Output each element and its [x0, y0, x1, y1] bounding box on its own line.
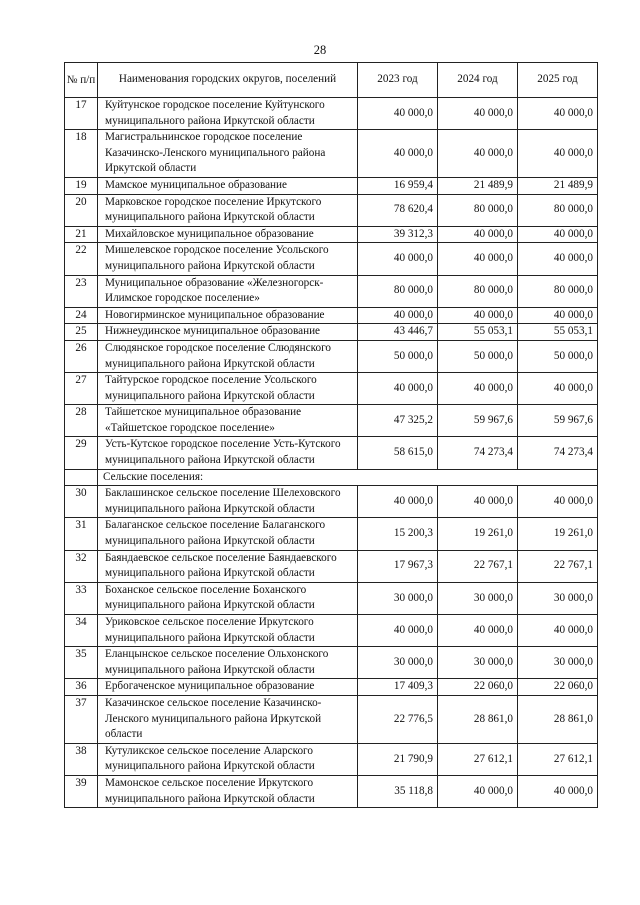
row-name: Баяндаевское сельское поселение Баяндаевского муниципального района Иркутской области: [98, 550, 358, 582]
allocation-table: [64, 62, 598, 808]
value-2025: 19 261,0: [518, 518, 598, 550]
row-name: Куйтунское городское поселение Куйтунского муниципального района Иркутской области: [98, 98, 358, 130]
value-2025: 40 000,0: [518, 775, 598, 807]
row-number: 26: [65, 340, 98, 372]
value-2025: 30 000,0: [518, 647, 598, 679]
row-number: 18: [65, 130, 98, 178]
value-2023: 80 000,0: [358, 275, 438, 307]
table-row: [65, 679, 598, 696]
table-row: [65, 98, 598, 130]
value-2024: 19 261,0: [438, 518, 518, 550]
table-row: [65, 324, 598, 341]
value-2024: 40 000,0: [438, 226, 518, 243]
row-name: Уриковское сельское поселение Иркутского муниципального района Иркутской области: [98, 615, 358, 647]
value-2025: 55 053,1: [518, 324, 598, 341]
section-label: Сельские поселения:: [98, 469, 598, 486]
value-2023: 58 615,0: [358, 437, 438, 469]
value-2024: 40 000,0: [438, 775, 518, 807]
row-name: Балаганское сельское поселение Балаганского муниципального района Иркутской области: [98, 518, 358, 550]
section-row: [65, 469, 598, 486]
section-num-cell: [65, 469, 98, 486]
table-row: [65, 243, 598, 275]
row-number: 31: [65, 518, 98, 550]
table-row: [65, 226, 598, 243]
value-2024: 22 060,0: [438, 679, 518, 696]
row-number: 21: [65, 226, 98, 243]
row-number: 19: [65, 177, 98, 194]
header-number: № п/п: [65, 63, 98, 98]
value-2024: 40 000,0: [438, 615, 518, 647]
header-2023: 2023 год: [358, 63, 438, 98]
row-number: 37: [65, 695, 98, 743]
value-2023: 39 312,3: [358, 226, 438, 243]
table-row: [65, 518, 598, 550]
value-2023: 30 000,0: [358, 647, 438, 679]
table-row: [65, 194, 598, 226]
row-name: Мишелевское городское поселение Усольского муниципального района Иркутской области: [98, 243, 358, 275]
row-number: 36: [65, 679, 98, 696]
value-2024: 80 000,0: [438, 275, 518, 307]
table-row: [65, 130, 598, 178]
row-number: 23: [65, 275, 98, 307]
value-2024: 30 000,0: [438, 647, 518, 679]
row-number: 30: [65, 486, 98, 518]
row-name: Михайловское муниципальное образование: [98, 226, 358, 243]
value-2024: 40 000,0: [438, 307, 518, 324]
value-2025: 40 000,0: [518, 130, 598, 178]
value-2023: 50 000,0: [358, 340, 438, 372]
table-row: [65, 647, 598, 679]
table-row: [65, 307, 598, 324]
value-2024: 80 000,0: [438, 194, 518, 226]
value-2024: 21 489,9: [438, 177, 518, 194]
value-2023: 40 000,0: [358, 615, 438, 647]
value-2025: 40 000,0: [518, 243, 598, 275]
value-2023: 17 409,3: [358, 679, 438, 696]
value-2024: 22 767,1: [438, 550, 518, 582]
value-2023: 40 000,0: [358, 243, 438, 275]
row-name: Магистральнинское городское поселение Казачинско-Ленского муниципального района Иркутской области: [98, 130, 358, 178]
value-2024: 30 000,0: [438, 582, 518, 614]
value-2024: 40 000,0: [438, 98, 518, 130]
value-2025: 59 967,6: [518, 405, 598, 437]
value-2024: 40 000,0: [438, 373, 518, 405]
value-2025: 40 000,0: [518, 615, 598, 647]
header-2025: 2025 год: [518, 63, 598, 98]
table-row: [65, 695, 598, 743]
value-2024: 40 000,0: [438, 486, 518, 518]
value-2024: 59 967,6: [438, 405, 518, 437]
row-name: Марковское городское поселение Иркутского муниципального района Иркутской области: [98, 194, 358, 226]
table-row: [65, 373, 598, 405]
value-2024: 40 000,0: [438, 130, 518, 178]
value-2023: 17 967,3: [358, 550, 438, 582]
value-2023: 43 446,7: [358, 324, 438, 341]
value-2023: 21 790,9: [358, 743, 438, 775]
value-2023: 15 200,3: [358, 518, 438, 550]
value-2023: 16 959,4: [358, 177, 438, 194]
table-row: [65, 405, 598, 437]
rural-settlements-body: [65, 486, 598, 808]
value-2024: 74 273,4: [438, 437, 518, 469]
row-number: 35: [65, 647, 98, 679]
row-number: 20: [65, 194, 98, 226]
row-number: 27: [65, 373, 98, 405]
table-row: [65, 340, 598, 372]
row-number: 24: [65, 307, 98, 324]
row-name: Ербогаченское муниципальное образование: [98, 679, 358, 696]
table-row: [65, 582, 598, 614]
row-name: Тайтурское городское поселение Усольского муниципального района Иркутской области: [98, 373, 358, 405]
value-2023: 78 620,4: [358, 194, 438, 226]
row-name: Слюдянское городское поселение Слюдянского муниципального района Иркутской области: [98, 340, 358, 372]
value-2025: 50 000,0: [518, 340, 598, 372]
value-2024: 40 000,0: [438, 243, 518, 275]
value-2025: 74 273,4: [518, 437, 598, 469]
table-row: [65, 743, 598, 775]
value-2023: 40 000,0: [358, 307, 438, 324]
row-number: 25: [65, 324, 98, 341]
value-2025: 40 000,0: [518, 373, 598, 405]
row-name: Муниципальное образование «Железногорск-Илимское городское поселение»: [98, 275, 358, 307]
header-name: Наименования городских округов, поселений: [98, 63, 358, 98]
table-row: [65, 615, 598, 647]
table-header-row: [65, 63, 598, 98]
value-2023: 40 000,0: [358, 98, 438, 130]
value-2024: 50 000,0: [438, 340, 518, 372]
row-name: Баклашинское сельское поселение Шелеховского муниципального района Иркутской области: [98, 486, 358, 518]
value-2025: 40 000,0: [518, 98, 598, 130]
value-2025: 40 000,0: [518, 307, 598, 324]
table-row: [65, 275, 598, 307]
row-name: Еланцынское сельское поселение Ольхонского муниципального района Иркутской области: [98, 647, 358, 679]
row-name: Нижнеудинское муниципальное образование: [98, 324, 358, 341]
row-number: 38: [65, 743, 98, 775]
table-row: [65, 437, 598, 469]
value-2025: 28 861,0: [518, 695, 598, 743]
value-2023: 22 776,5: [358, 695, 438, 743]
value-2024: 27 612,1: [438, 743, 518, 775]
table-row: [65, 486, 598, 518]
value-2023: 35 118,8: [358, 775, 438, 807]
row-name: Усть-Кутское городское поселение Усть-Кутского муниципального района Иркутской области: [98, 437, 358, 469]
value-2025: 80 000,0: [518, 194, 598, 226]
value-2025: 30 000,0: [518, 582, 598, 614]
table-row: [65, 550, 598, 582]
value-2025: 22 060,0: [518, 679, 598, 696]
value-2023: 40 000,0: [358, 130, 438, 178]
row-number: 22: [65, 243, 98, 275]
urban-settlements-body: [65, 98, 598, 470]
value-2025: 40 000,0: [518, 226, 598, 243]
row-name: Новогирминское муниципальное образование: [98, 307, 358, 324]
table-row: [65, 177, 598, 194]
row-number: 33: [65, 582, 98, 614]
value-2025: 21 489,9: [518, 177, 598, 194]
row-number: 32: [65, 550, 98, 582]
section-body: [65, 469, 598, 486]
row-number: 39: [65, 775, 98, 807]
row-number: 17: [65, 98, 98, 130]
row-name: Тайшетское муниципальное образование «Тайшетское городское поселение»: [98, 405, 358, 437]
value-2024: 28 861,0: [438, 695, 518, 743]
row-number: 28: [65, 405, 98, 437]
row-name: Казачинское сельское поселение Казачинско-Ленского муниципального района Иркутской области: [98, 695, 358, 743]
table-row: [65, 775, 598, 807]
row-name: Мамское муниципальное образование: [98, 177, 358, 194]
value-2023: 40 000,0: [358, 486, 438, 518]
row-number: 34: [65, 615, 98, 647]
value-2025: 22 767,1: [518, 550, 598, 582]
value-2024: 55 053,1: [438, 324, 518, 341]
value-2023: 30 000,0: [358, 582, 438, 614]
row-number: 29: [65, 437, 98, 469]
row-name: Кутуликское сельское поселение Аларского муниципального района Иркутской области: [98, 743, 358, 775]
value-2025: 80 000,0: [518, 275, 598, 307]
value-2023: 47 325,2: [358, 405, 438, 437]
value-2025: 27 612,1: [518, 743, 598, 775]
page-number: 28: [313, 43, 327, 57]
row-name: Мамонское сельское поселение Иркутского муниципального района Иркутской области: [98, 775, 358, 807]
header-2024: 2024 год: [438, 63, 518, 98]
row-name: Боханское сельское поселение Боханского муниципального района Иркутской области: [98, 582, 358, 614]
value-2023: 40 000,0: [358, 373, 438, 405]
value-2025: 40 000,0: [518, 486, 598, 518]
